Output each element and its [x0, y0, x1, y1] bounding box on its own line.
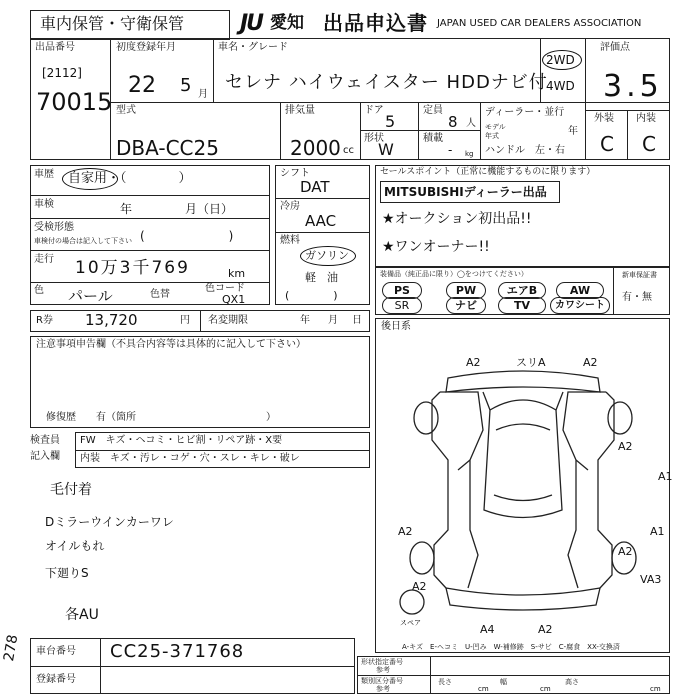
- interior-label: 内装: [636, 113, 656, 124]
- doors-value: 5: [385, 112, 396, 131]
- capacity-value: 8: [448, 113, 458, 131]
- car-name-value: セレナ ハイウェイスター HDDナビ付: [225, 72, 548, 93]
- mark-rear-center: A2: [538, 623, 553, 636]
- inspector-label-2: 記入欄: [30, 451, 60, 462]
- dealer-line1: ディーラー・並行: [485, 107, 565, 118]
- lot-number: 70015: [36, 88, 113, 116]
- mileage-label: 走行: [34, 254, 54, 265]
- equip-navi: ナビ: [446, 297, 486, 314]
- exterior-label: 外装: [594, 113, 614, 124]
- spec-ref-2: 参考: [376, 685, 390, 693]
- load-value: -: [448, 143, 453, 157]
- sales-point-2: ★ワンオーナー!!: [382, 239, 490, 255]
- registration-number-label: 登録番号: [36, 674, 76, 685]
- mark-front-center: スリA: [516, 356, 546, 369]
- equip-pw: PW: [446, 282, 486, 299]
- spare-tire: [400, 590, 424, 614]
- side-mark: 278: [1, 633, 22, 663]
- deadline-year: 年: [300, 315, 310, 326]
- fuel-label: 燃料: [280, 235, 300, 246]
- spec-label-2: 類別区分番号: [361, 677, 403, 685]
- equipment-label: 装備品（純正品に限り）◯をつけてください）: [380, 270, 528, 278]
- inspection-month-unit: 月（日）: [185, 202, 234, 216]
- deadline-day: 日: [352, 315, 362, 326]
- receive-note: 車検付の場合は記入して下さい: [34, 237, 132, 245]
- mark-left-rear: A2: [398, 525, 413, 538]
- displacement-label: 排気量: [285, 105, 315, 116]
- recycle-unit: 円: [180, 315, 190, 326]
- mark-right-rear-1: A1: [650, 525, 665, 538]
- capacity-label: 定員: [423, 105, 443, 116]
- history-label: 車歴: [34, 169, 54, 180]
- score-value: 3.5: [603, 69, 663, 104]
- receive-label: 受検形態: [34, 222, 74, 233]
- registration-year: 22: [128, 73, 156, 98]
- recycle-label: R券: [36, 315, 53, 326]
- sales-point-1: ★オークション初出品!!: [382, 211, 532, 227]
- color-code-value: QX1: [222, 293, 246, 306]
- model-value: DBA-CC25: [116, 136, 219, 160]
- displacement-unit: cc: [343, 145, 354, 156]
- history-value: 自家用・（ ）: [68, 171, 192, 186]
- backseat-label: 後日系: [381, 321, 411, 332]
- mark-right-side-1: A2: [618, 440, 633, 453]
- ac-label: 冷房: [280, 201, 300, 212]
- mark-front-left: A2: [466, 356, 481, 369]
- capacity-unit: 人: [466, 118, 476, 129]
- spec-label-1: 形状指定番号: [361, 658, 403, 666]
- mileage-value: 10万3千769: [75, 258, 190, 278]
- form-title: 出品申込書: [323, 11, 428, 35]
- mark-front-right: A2: [583, 356, 598, 369]
- shape-label: 形状: [364, 133, 384, 144]
- mark-right-rear-2: A2: [618, 545, 633, 558]
- handwritten-note-2: Dミラーウインカーワレ: [45, 515, 174, 529]
- org-name: 愛知: [270, 13, 304, 33]
- dealer-stamp-text: MITSUBISHIディーラー出品: [384, 185, 547, 199]
- load-label: 積載: [423, 133, 443, 144]
- fuel-diesel: 軽 油: [305, 271, 338, 284]
- storage-label: 車内保管・守衛保管: [40, 14, 185, 33]
- front-bumper-outline: [446, 371, 600, 392]
- registration-label: 初度登録年月: [116, 42, 176, 53]
- color-code-label: 色コード: [205, 283, 245, 294]
- association-name: JAPAN USED CAR DEALERS ASSOCIATION: [437, 18, 642, 29]
- drive-2wd: 2WD: [546, 53, 575, 67]
- color-value: パール: [68, 287, 113, 305]
- ju-logo: JU: [240, 11, 263, 36]
- shift-value: DAT: [300, 178, 330, 196]
- inspection-label: 車検: [34, 199, 54, 210]
- registration-month-unit: 月: [198, 89, 208, 100]
- mark-right-side-2: A1: [658, 470, 673, 483]
- car-damage-diagram: [378, 330, 673, 650]
- damage-legend: A-キズ E-ヘコミ U-凹み W-補修跡 S-サビ C-腐食 XX-交換済: [402, 643, 620, 651]
- inspector-row-2: 内装 キズ・汚レ・コゲ・穴・スレ・キレ・破レ: [80, 453, 300, 464]
- equip-ps: PS: [382, 282, 422, 299]
- repair-history: 修復歴 有（箇所 ）: [46, 412, 276, 423]
- fuel-paren: ( ): [285, 289, 338, 302]
- front-left-wheel: [414, 402, 438, 434]
- model-label: 型式: [116, 105, 136, 116]
- spare-label: スペア: [400, 619, 421, 627]
- height-label: 高さ: [565, 678, 579, 686]
- ac-value: AAC: [305, 212, 337, 230]
- chassis-value: CC25-371768: [110, 641, 245, 662]
- interior-grade: C: [642, 132, 656, 156]
- fuel-gasoline: ガソリン: [305, 249, 349, 262]
- handwritten-note-1: 毛付着: [50, 482, 92, 498]
- mark-rear-left: A4: [480, 623, 495, 636]
- rear-bumper-outline: [446, 588, 600, 610]
- inspector-row-1: FW キズ・ヘコミ・ヒビ割・リペア跡・X要: [80, 435, 283, 446]
- load-unit: kg: [465, 150, 474, 158]
- equip-seat: カワシート: [550, 297, 610, 314]
- score-label: 評価点: [600, 42, 630, 53]
- doors-label: ドア: [364, 105, 384, 116]
- equip-sr: SR: [382, 297, 422, 314]
- warranty-label: 新車保証書: [622, 271, 657, 279]
- lot-label: 出品番号: [35, 42, 75, 53]
- dealer-year-unit: 年: [568, 126, 578, 137]
- registration-month: 5: [180, 75, 192, 96]
- handwritten-note-3: オイルもれ: [45, 539, 105, 553]
- equip-tv: TV: [498, 297, 546, 314]
- rear-left-wheel: [410, 542, 434, 574]
- mark-left-rear-2: A2: [412, 580, 427, 593]
- deadline-label: 名変期限: [208, 315, 248, 326]
- deadline-month: 月: [328, 315, 338, 326]
- color-label: 色: [34, 285, 44, 296]
- displacement-value: 2000: [290, 136, 341, 160]
- warranty-value: 有・無: [622, 292, 652, 303]
- shape-value: W: [378, 140, 394, 159]
- width-label: 幅: [500, 678, 507, 686]
- notes-label: 注意事項申告欄（不具合内容等は具体的に記入して下さい）: [36, 339, 306, 350]
- right-side-outline: [598, 392, 614, 588]
- steering-label: ハンドル 左・右: [485, 145, 565, 156]
- mark-right-rear-3: VA3: [640, 573, 662, 586]
- color-replace-label: 色替: [150, 289, 170, 300]
- dealer-year: 年式: [485, 132, 499, 140]
- handwritten-note-4: 下廻りS: [45, 566, 89, 580]
- equip-aw: AW: [556, 282, 604, 299]
- handwritten-note-5: 各AU: [65, 607, 99, 623]
- lot-code: [2112]: [42, 66, 82, 80]
- sales-points-label: セールスポイント（正常に機能するものに限ります）: [380, 167, 596, 177]
- dealer-model: モデル: [485, 123, 506, 131]
- mileage-unit: km: [228, 267, 246, 280]
- length-label: 長さ: [438, 678, 452, 686]
- chassis-label: 車台番号: [36, 646, 76, 657]
- car-name-label: 車名・グレード: [218, 42, 288, 53]
- recycle-value: 13,720: [85, 311, 138, 329]
- inspection-year-unit: 年: [120, 202, 133, 216]
- spec-ref-1: 参考: [376, 666, 390, 674]
- left-side-outline: [432, 392, 448, 588]
- receive-paren: ( ): [140, 229, 234, 243]
- exterior-grade: C: [600, 132, 614, 156]
- equip-airbag: エアB: [498, 282, 546, 299]
- front-right-wheel: [608, 402, 632, 434]
- width-unit: cm: [540, 685, 551, 693]
- length-unit: cm: [478, 685, 489, 693]
- inspector-label-1: 検査員: [30, 435, 60, 446]
- drive-4wd: 4WD: [546, 79, 575, 93]
- shift-label: シフト: [280, 168, 310, 179]
- height-unit: cm: [650, 685, 661, 693]
